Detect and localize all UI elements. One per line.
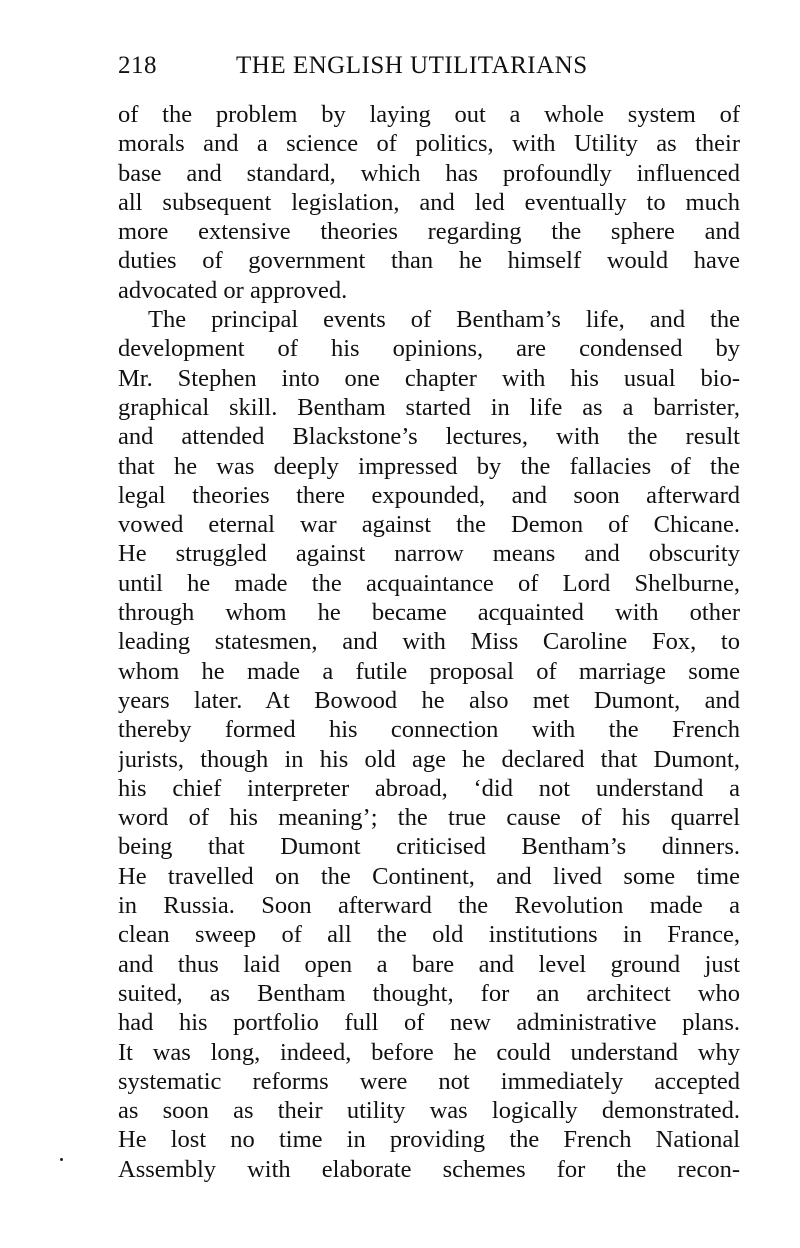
page-number: 218 [118, 52, 157, 79]
text-line: and thus laid open a bare and level ground just [118, 950, 740, 978]
text-line: suited, as Bentham thought, for an architect who [118, 979, 740, 1007]
text-line: of the problem by laying out a whole system of [118, 101, 740, 128]
text-line: through whom he became acquainted with other [118, 599, 740, 627]
text-line: leading statesmen, and with Miss Caroline Fox, to [118, 628, 740, 656]
body-text [118, 100, 740, 1184]
text-line: graphical skill. Bentham started in life as a barrister, [118, 393, 740, 421]
text-line: more extensive theories regarding the sphere and [118, 218, 740, 246]
text-line: thereby formed his connection with the French [118, 716, 740, 744]
text-line: He travelled on the Continent, and lived some time [118, 862, 740, 890]
text-line: all subsequent legislation, and led eventually to much [118, 188, 740, 216]
text-line: It was long, indeed, before he could understand why [118, 1038, 740, 1066]
text-line: being that Dumont criticised Bentham’s dinners. [118, 833, 740, 861]
text-line: clean sweep of all the old institutions in France, [118, 921, 740, 949]
text-line: had his portfolio full of new administrative plans. [118, 1009, 740, 1037]
text-line: legal theories there expounded, and soon afterward [118, 481, 740, 509]
text-line: Mr. Stephen into one chapter with his usual bio- [118, 364, 740, 392]
text-line: years later. At Bowood he also met Dumont, and [118, 686, 740, 714]
text-line: jurists, though in his old age he declared that Dumont, [118, 745, 740, 773]
text-line: He struggled against narrow means and obscurity [118, 540, 740, 568]
text-line: Assembly with elaborate schemes for the recon- [118, 1155, 740, 1183]
text-line: word of his meaning’; the true cause of his quarrel [118, 804, 740, 832]
text-line: vowed eternal war against the Demon of Chicane. [118, 511, 740, 539]
running-head [118, 52, 738, 86]
text-line: base and standard, which has profoundly influenced [118, 159, 740, 187]
text-line: that he was deeply impressed by the fallacies of the [118, 452, 740, 480]
text-line: morals and a science of politics, with Utility as their [118, 130, 740, 158]
text-line: advocated or approved. [118, 276, 348, 304]
running-title: THE ENGLISH UTILITARIANS [236, 52, 588, 79]
text-line: He lost no time in providing the French National [118, 1126, 740, 1154]
margin-dot [60, 1158, 63, 1161]
text-line: The principal events of Bentham’s life, and the [148, 306, 740, 334]
text-line: and attended Blackstone’s lectures, with the result [118, 423, 740, 451]
text-line: in Russia. Soon afterward the Revolution made a [118, 892, 740, 920]
text-line: his chief interpreter abroad, ‘did not understand a [118, 774, 740, 802]
text-line: systematic reforms were not immediately accepted [118, 1067, 740, 1095]
text-line: as soon as their utility was logically demonstrated. [118, 1097, 740, 1125]
text-line: until he made the acquaintance of Lord Shelburne, [118, 569, 740, 597]
text-line: development of his opinions, are condensed by [118, 335, 740, 363]
text-line: duties of government than he himself would have [118, 247, 740, 275]
text-line: whom he made a futile proposal of marriage some [118, 657, 740, 685]
